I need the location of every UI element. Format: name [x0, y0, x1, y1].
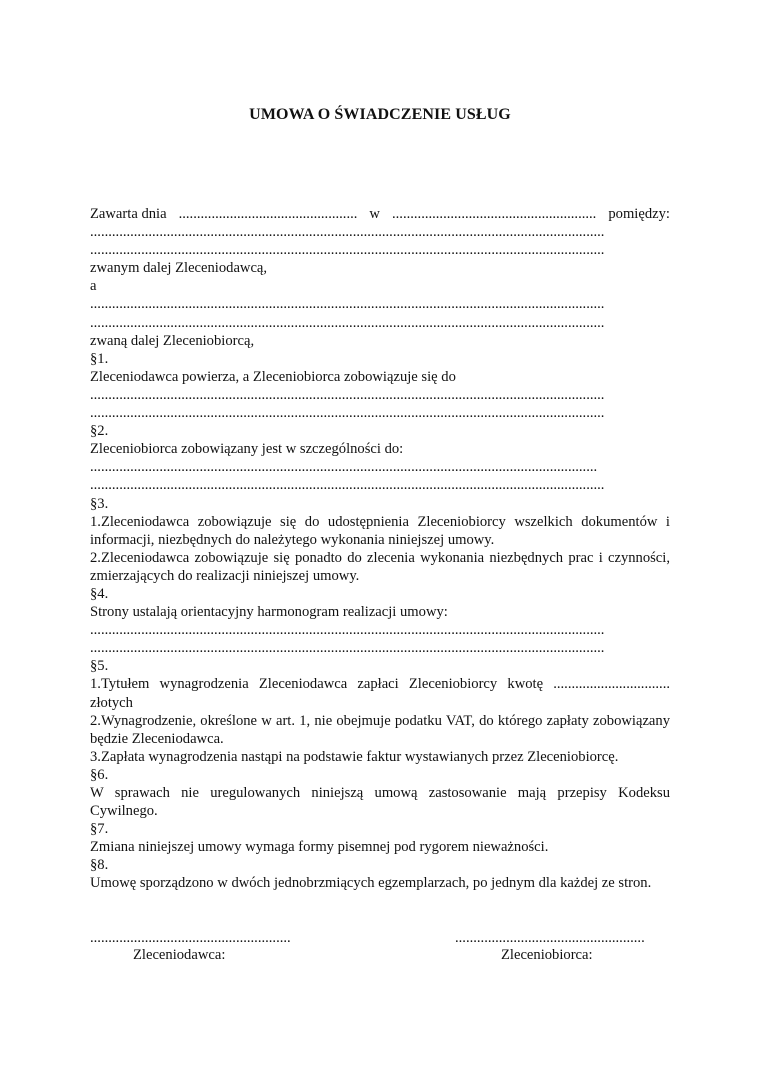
section-1-heading: §1.	[90, 350, 109, 367]
section-1-text: Zleceniodawca powierza, a Zleceniobiorca zobowiązuje się do	[90, 368, 456, 385]
zleceniodawca-label: zwanym dalej Zleceniodawcą,	[90, 260, 268, 277]
section-2-text: Zleceniobiorca zobowiązany jest w szczególności do:	[90, 441, 404, 458]
section-5-heading: §5.	[90, 658, 109, 675]
section-3-paragraph-2: 2.Zleceniodawca zobowiązuje się ponadto do zlecenia wykonania niezbędnych prac i czynności, zmierzających do realizacji niniejszej umowy.	[90, 549, 670, 584]
intro-prefix: Zawarta dnia	[90, 206, 167, 222]
section-3-paragraph-1: 1.Zleceniodawca zobowiązuje się do udostępnienia Zleceniobiorcy wszelkich dokumentów i informacji, niezbędnych do należytego wykonania niniejszej umowy.	[90, 513, 670, 548]
section-8-text: Umowę sporządzono w dwóch jednobrzmiących egzemplarzach, po jednym dla każdej ze stron.	[90, 875, 652, 892]
section-5-paragraph-2: 2.Wynagrodzenie, określone w art. 1, nie obejmuje podatku VAT, do którego zapłaty zobowiązany będzie Zleceniodawca.	[90, 712, 670, 747]
blank-line: .............................................................................................................................................	[90, 224, 605, 241]
place-blank: ........................................................	[392, 206, 597, 222]
section-5-paragraph-1: 1.Tytułem wynagrodzenia Zleceniodawca zapłaci Zleceniobiorcy kwotę ................................ złotych	[90, 676, 670, 711]
section-4-text: Strony ustalają orientacyjny harmonogram realizacji umowy:	[90, 604, 448, 621]
intro-line	[90, 205, 670, 223]
section-6-heading: §6.	[90, 766, 109, 783]
signature-line-zleceniobiorca: ....................................................	[455, 930, 645, 946]
document-body	[90, 205, 670, 893]
blank-line: .............................................................................................................................................	[90, 640, 605, 657]
blank-line: ...........................................................................................................................................	[90, 459, 598, 476]
section-3-heading: §3.	[90, 495, 109, 512]
signature-label-zleceniobiorca: Zleceniobiorca:	[501, 947, 593, 963]
blank-line: .............................................................................................................................................	[90, 386, 605, 403]
document-title: UMOWA O ŚWIADCZENIE USŁUG	[249, 106, 511, 123]
blank-line: .............................................................................................................................................	[90, 477, 605, 494]
section-5-paragraph-3: 3.Zapłata wynagrodzenia nastąpi na podstawie faktur wystawianych przez Zleceniobiorcę.	[90, 748, 619, 765]
signature-label-zleceniodawca: Zleceniodawca:	[133, 947, 226, 963]
blank-line: .............................................................................................................................................	[90, 314, 605, 331]
conjunction-a: a	[90, 278, 97, 295]
blank-line: .............................................................................................................................................	[90, 622, 605, 639]
section-2-heading: §2.	[90, 423, 109, 440]
blank-line: .............................................................................................................................................	[90, 296, 605, 313]
intro-w: w	[369, 206, 380, 222]
signature-line-zleceniodawca: .......................................................	[90, 930, 291, 946]
section-6-text: W sprawach nie uregulowanych niniejszą umową zastosowanie mają przepisy Kodeksu Cywilnego.	[90, 785, 670, 820]
date-blank: .................................................	[178, 206, 358, 222]
zleceniobiorca-label: zwaną dalej Zleceniobiorcą,	[90, 332, 255, 349]
blank-line: .............................................................................................................................................	[90, 242, 605, 259]
section-7-heading: §7.	[90, 821, 109, 838]
section-8-heading: §8.	[90, 857, 109, 874]
blank-line: .............................................................................................................................................	[90, 405, 605, 422]
intro-suffix: pomiędzy:	[608, 206, 670, 222]
section-4-heading: §4.	[90, 585, 109, 602]
section-7-text: Zmiana niniejszej umowy wymaga formy pisemnej pod rygorem nieważności.	[90, 839, 549, 856]
